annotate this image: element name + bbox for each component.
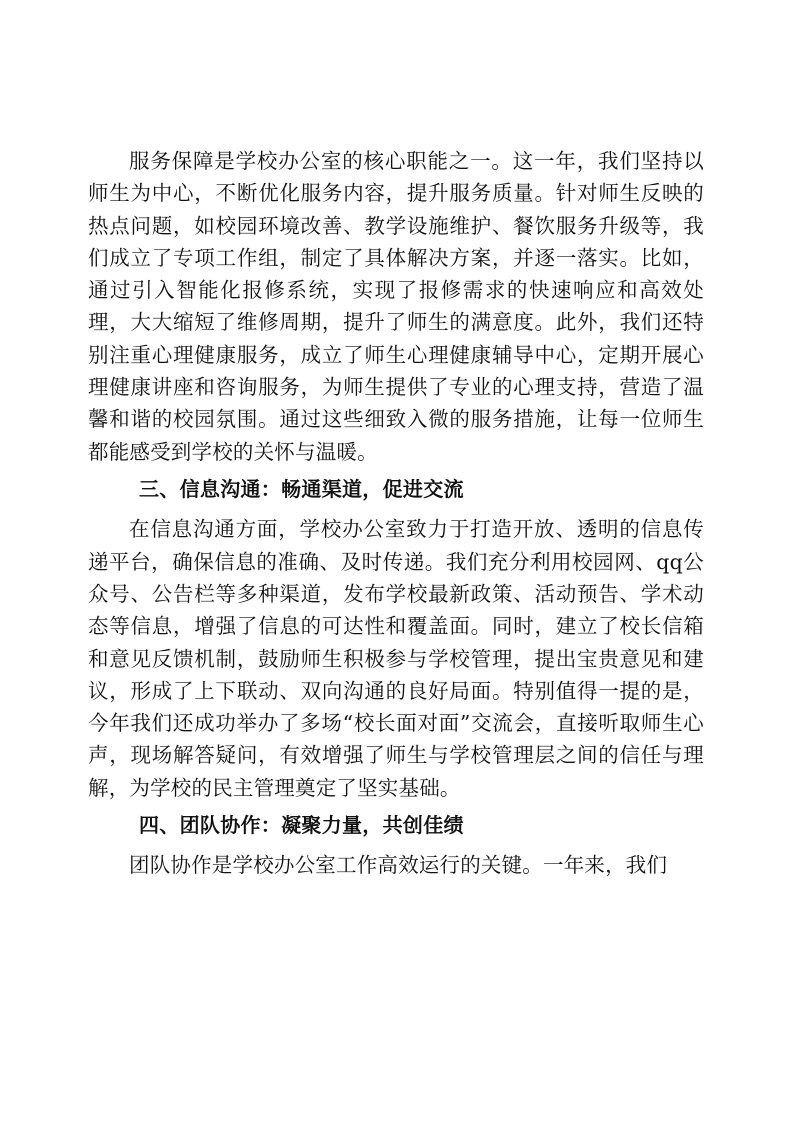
communication-paragraph: 在信息沟通方面，学校办公室致力于打造开放、透明的信息传递平台，确保信息的准确、及时传递。我们充分利用校园网、qq公众号、公告栏等多种渠道，发布学校最新政策、活动预告、学术动态等信息，增强了信息的可达性和覆盖面。同时，建立了校长信箱和意见反馈机制，鼓励师生积极参与学校管理，提出宝贵意见和建议，形成了上下联动、双向沟通的良好局面。特别值得一提的是，今年我们还成功举办了多场“校长面对面”交流会，直接听取师生心声，现场解答疑问，有效增强了师生与学校管理层之间的信任与理解，为学校的民主管理奠定了坚实基础。 bbox=[88, 517, 704, 800]
teamwork-paragraph: 团队协作是学校办公室工作高效运行的关键。一年来，我们 bbox=[129, 853, 668, 878]
service-paragraph: 服务保障是学校办公室的核心职能之一。这一年，我们坚持以师生为中心，不断优化服务内容，提升服务质量。针对师生反映的热点问题，如校园环境改善、教学设施维护、餐饮服务升级等，我们成立了专项工作组，制定了具体解决方案，并逐一落实。比如，通过引入智能化报修系统，实现了报修需求的快速响应和高效处理，大大缩短了维修周期，提升了师生的满意度。此外，我们还特别注重心理健康服务，成立了师生心理健康辅导中心，定期开展心理健康讲座和咨询服务，为师生提供了专业的心理支持，营造了温馨和谐的校园氛围。通过这些细致入微的服务措施，让每一位师生都能感受到学校的关怀与温暖。 bbox=[88, 149, 704, 464]
section-3-heading: 三、信息沟通：畅通渠道，促进交流 bbox=[139, 476, 464, 501]
section-4-heading: 四、团队协作：凝聚力量，共创佳绩 bbox=[139, 813, 464, 838]
document-page bbox=[88, 145, 704, 882]
